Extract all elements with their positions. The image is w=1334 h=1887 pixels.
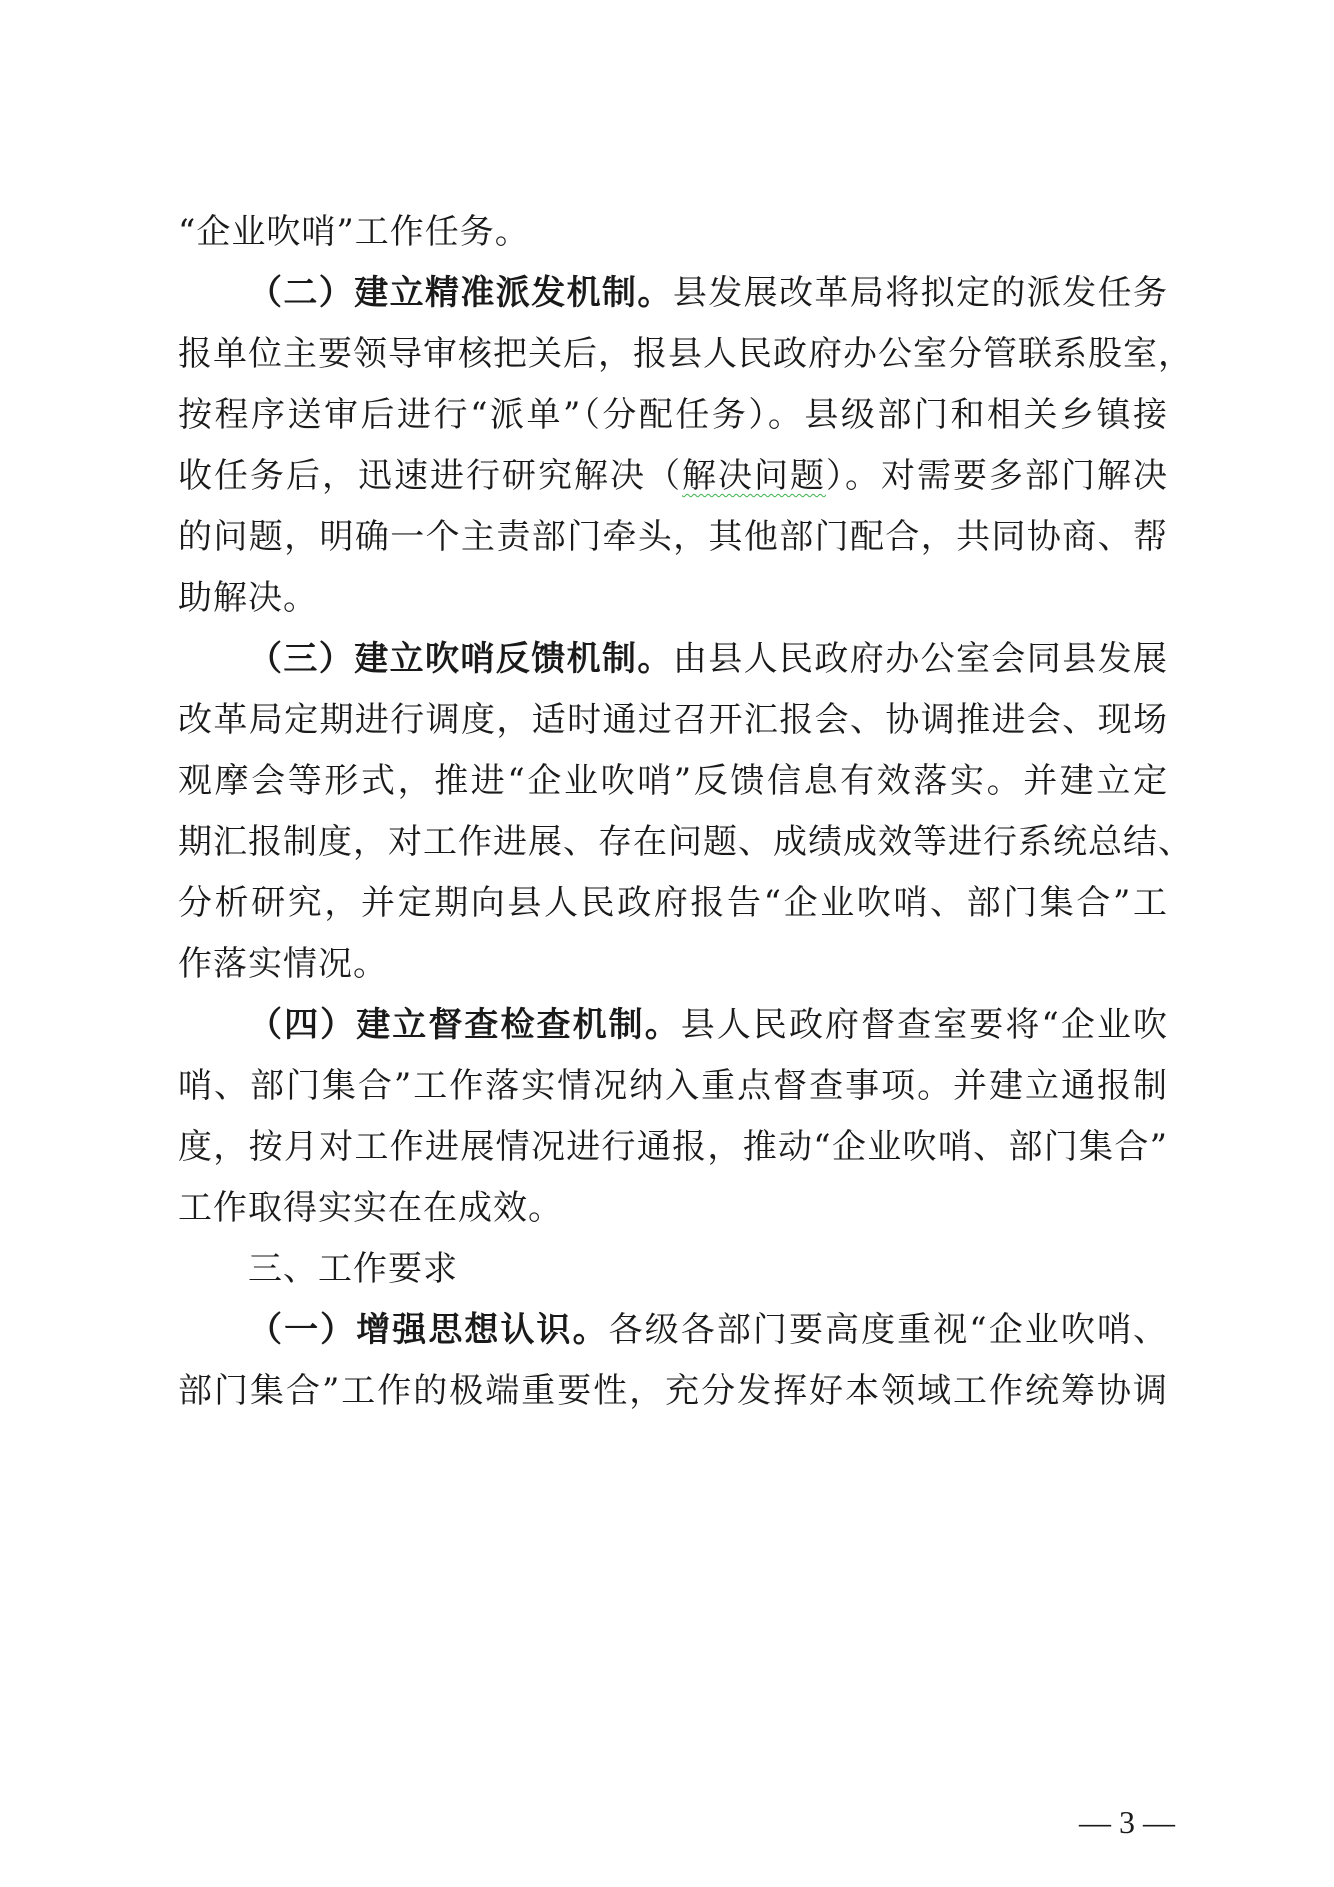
grammar-flagged-text: 解决问题 <box>682 456 826 496</box>
line-text: 分析研究，并定期向县人民政府报告“企业吹哨、部门集合”工 <box>178 883 1168 923</box>
paragraph-line <box>178 1355 1168 1427</box>
line-text: 县发展改革局将拟定的派发任务 <box>672 273 1169 313</box>
line-text: 助解决。 <box>178 578 318 618</box>
section-heading: （一）增强思想认识。 <box>248 1310 609 1350</box>
line-text: “企业吹哨”工作任务。 <box>178 212 530 252</box>
section-heading: （四）建立督查检查机制。 <box>248 1005 681 1045</box>
line-text: 收任务后，迅速进行研究解决（ <box>178 456 682 496</box>
line-text: 部门集合”工作的极端重要性，充分发挥好本领域工作统筹协调 <box>178 1371 1168 1411</box>
line-text: 作落实情况。 <box>178 944 388 984</box>
line-text: 期汇报制度，对工作进展、存在问题、成绩成效等进行系统总结、 <box>178 822 1193 862</box>
page-number: — 3 — <box>1079 1804 1175 1840</box>
line-text: 工作取得实实在在成效。 <box>178 1188 563 1228</box>
line-text: 三、工作要求 <box>248 1249 458 1289</box>
line-text: 哨、部门集合”工作落实情况纳入重点督查事项。并建立通报制 <box>178 1066 1168 1106</box>
line-text: 的问题，明确一个主责部门牵头，其他部门配合，共同协商、帮 <box>178 517 1168 557</box>
line-text: 度，按月对工作进展情况进行通报，推动“企业吹哨、部门集合” <box>178 1127 1168 1167</box>
line-text: 各级各部门要高度重视“企业吹哨、 <box>608 1310 1169 1350</box>
line-text: ）。对需要多部门解决 <box>826 456 1168 496</box>
line-text: 按程序送审后进行“派单”（分配任务）。县级部门和相关乡镇接 <box>178 395 1168 435</box>
line-text: 观摩会等形式，推进“企业吹哨”反馈信息有效落实。并建立定 <box>178 761 1168 801</box>
section-heading: （三）建立吹哨反馈机制。 <box>248 639 673 679</box>
section-heading: （二）建立精准派发机制。 <box>248 273 673 313</box>
line-text: 报单位主要领导审核把关后，报县人民政府办公室分管联系股室， <box>178 334 1193 374</box>
line-text: 由县人民政府办公室会同县发展 <box>672 639 1169 679</box>
line-text: 县人民政府督查室要将“企业吹 <box>680 1005 1168 1045</box>
line-text: 改革局定期进行调度，适时通过召开汇报会、协调推进会、现场 <box>178 700 1168 740</box>
